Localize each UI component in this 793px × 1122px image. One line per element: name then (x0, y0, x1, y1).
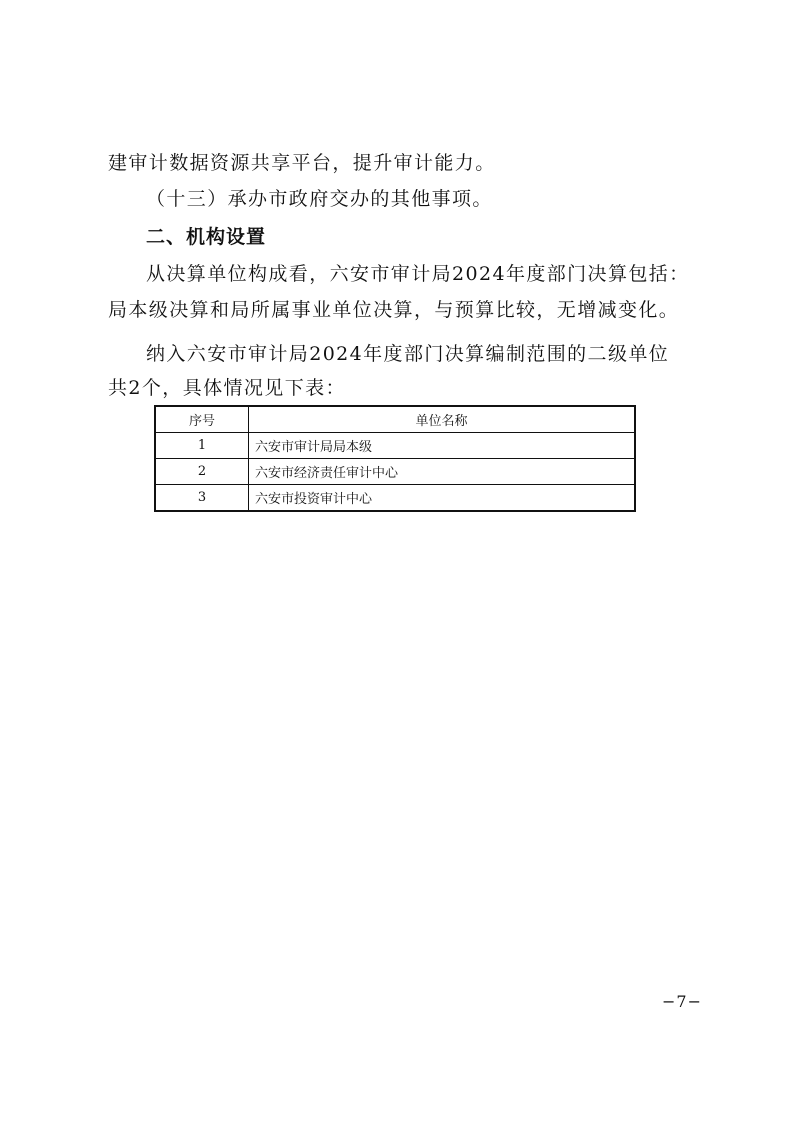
paragraph-line: 局本级决算和局所属事业单位决算，与预算比较，无增减变化。 (108, 299, 680, 321)
paragraph-line: （十三）承办市政府交办的其他事项。 (146, 188, 493, 210)
paragraph-line: 共2个，具体情况见下表： (108, 377, 346, 399)
table-row (155, 485, 635, 512)
cell-unit-name: 六安市经济责任审计中心 (249, 459, 636, 485)
cell-unit-name: 六安市投资审计中心 (249, 485, 636, 512)
paragraph-line: 纳入六安市审计局2024年度部门决算编制范围的二级单位 (146, 343, 670, 365)
page-number: −7− (662, 992, 702, 1011)
section-heading: 二、机构设置 (146, 226, 267, 248)
header-unit-name: 单位名称 (249, 406, 636, 433)
cell-serial-number: 1 (155, 433, 249, 459)
cell-serial-number: 2 (155, 459, 249, 485)
units-table (154, 405, 636, 512)
paragraph-line: 建审计数据资源共享平台，提升审计能力。 (108, 152, 496, 174)
table-header-row (155, 406, 635, 433)
table-row (155, 433, 635, 459)
cell-unit-name: 六安市审计局局本级 (249, 433, 636, 459)
paragraph-line: 从决算单位构成看，六安市审计局2024年度部门决算包括： (146, 263, 690, 285)
cell-serial-number: 3 (155, 485, 249, 512)
table-row (155, 459, 635, 485)
header-serial-number: 序号 (155, 406, 249, 433)
